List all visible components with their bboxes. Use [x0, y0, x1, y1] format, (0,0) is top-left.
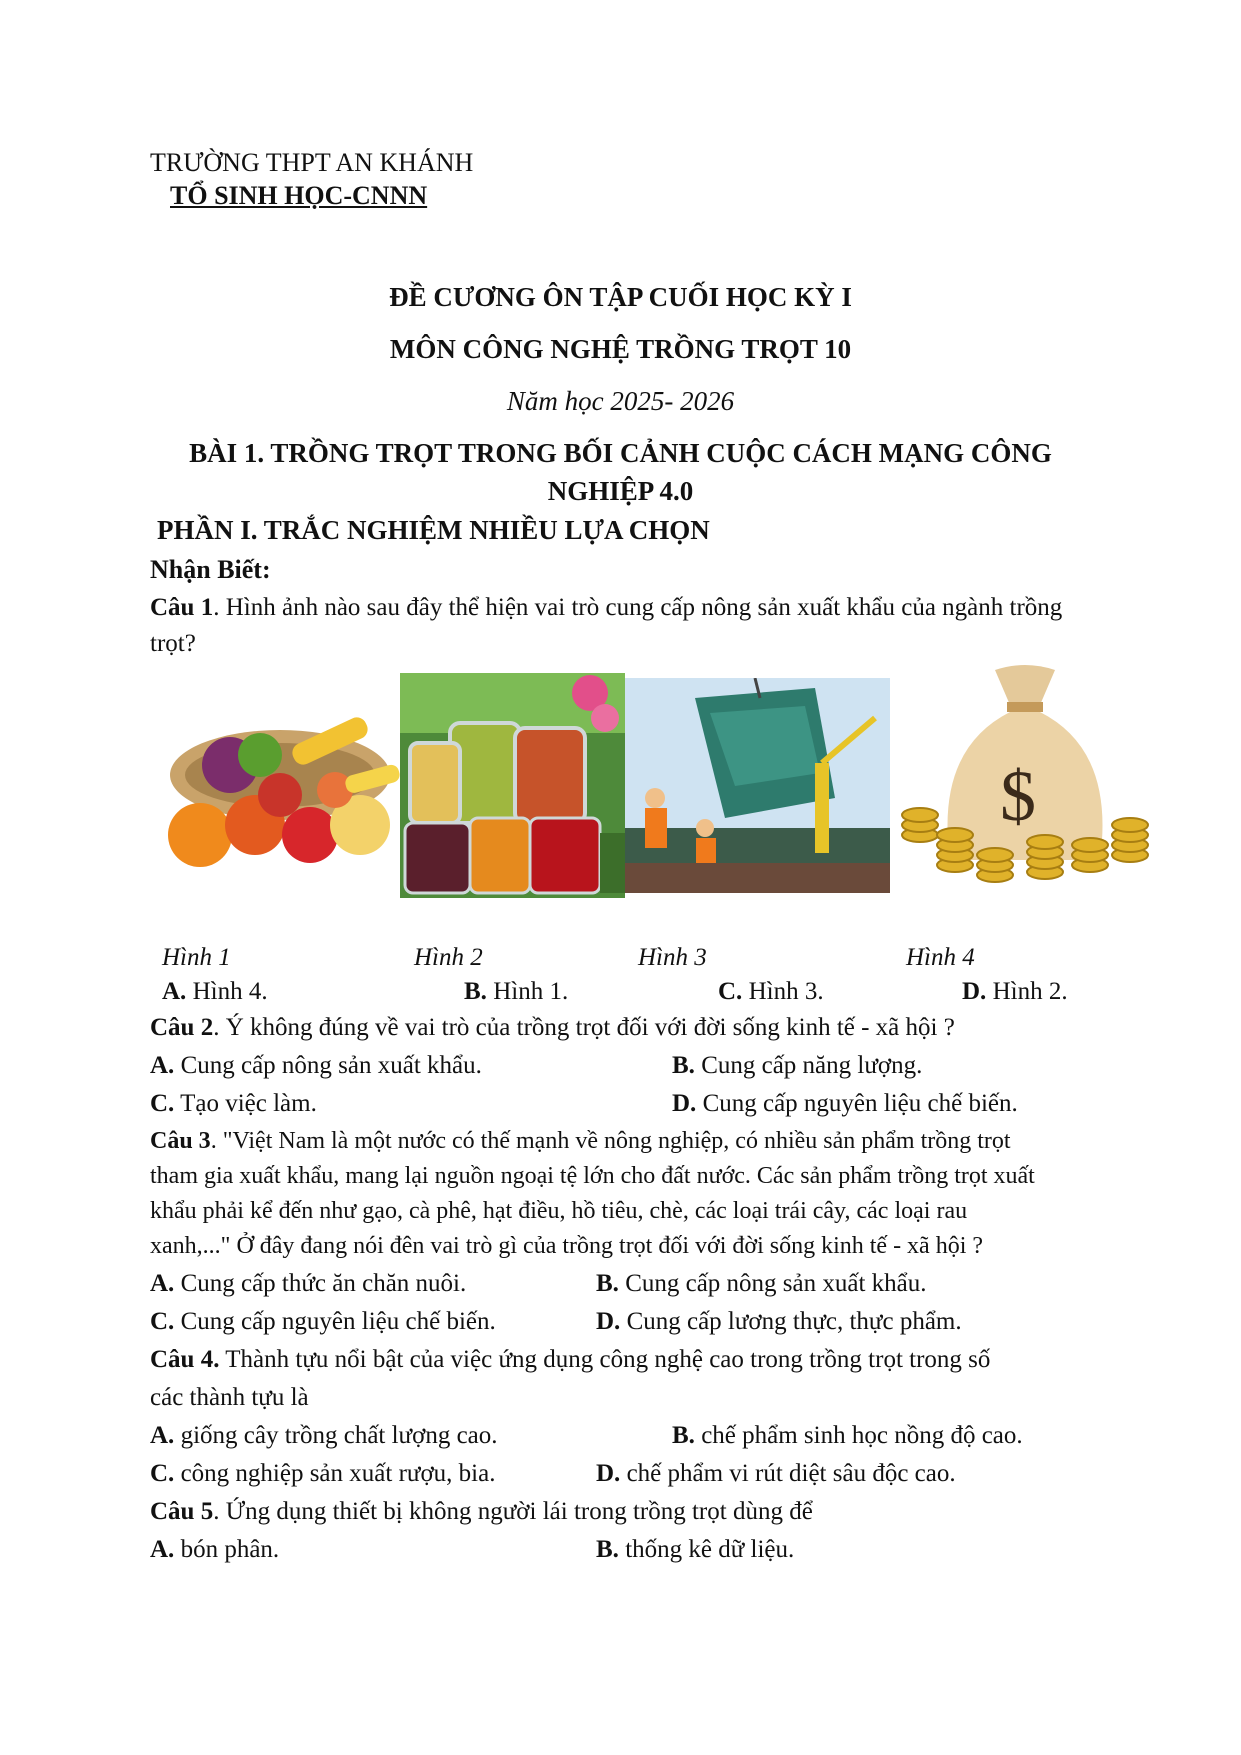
question-3-cont: khẩu phải kể đến như gạo, cà phê, hạt điều, hồ tiêu, chè, các loại trái cây, các loại rau [150, 1198, 968, 1224]
question-text: . Ý không đúng về vai trò của trồng trọt đối với đời sống kinh tế - xã hội ? [213, 1014, 955, 1041]
question-label: Câu 1 [150, 594, 214, 621]
answer-option[interactable] [150, 1460, 495, 1488]
option-text: Cung cấp nông sản xuất khẩu. [618, 1270, 927, 1297]
answer-option[interactable] [718, 978, 824, 1006]
option-text: Hình 3. [742, 978, 824, 1005]
option-text: Hình 1. [486, 978, 569, 1005]
answer-option[interactable] [162, 978, 268, 1006]
answer-option[interactable] [596, 1536, 794, 1564]
question-1-cont: trọt? [150, 630, 196, 657]
question-2 [150, 1014, 955, 1042]
option-key: D. [672, 1090, 697, 1117]
question-text: . Ứng dụng thiết bị không người lái trong trồng trọt dùng để [213, 1498, 813, 1525]
question-3 [150, 1128, 1011, 1155]
option-text: giống cây trồng chất lượng cao. [174, 1422, 498, 1449]
answer-option[interactable] [672, 1052, 922, 1080]
question-text: Thành tựu nổi bật của việc ứng dụng công nghệ cao trong trồng trọt trong số [219, 1346, 991, 1373]
option-text: công nghiệp sản xuất rượu, bia. [174, 1460, 496, 1487]
option-text: Cung cấp nguyên liệu chế biến. [696, 1090, 1018, 1117]
answer-option[interactable] [464, 978, 568, 1006]
answer-option[interactable] [596, 1270, 927, 1298]
pickled-jars-icon [400, 673, 625, 898]
option-key: C. [718, 978, 743, 1005]
question-text: . Hình ảnh nào sau đây thể hiện vai trò cung cấp nông sản xuất khẩu của ngành trồng [213, 594, 1063, 621]
answer-option[interactable] [150, 1422, 498, 1450]
figure-4-label: Hình 4 [906, 944, 975, 971]
doc-subject: MÔN CÔNG NGHỆ TRỒNG TRỌT 10 [389, 334, 852, 364]
option-key: C. [150, 1090, 175, 1117]
answer-option[interactable] [672, 1422, 1023, 1450]
option-key: B. [596, 1270, 619, 1297]
question-4 [150, 1346, 990, 1374]
option-key: D. [596, 1308, 621, 1335]
answer-option[interactable] [672, 1090, 1018, 1118]
option-key: A. [162, 978, 187, 1005]
option-text: chế phẩm sinh học nồng độ cao. [694, 1422, 1023, 1449]
option-text: bón phân. [174, 1536, 280, 1563]
export-rice-bags-icon [625, 678, 890, 893]
question-3-cont: xanh,..." Ở đây đang nói đên vai trò gì của trồng trọt đối với đời sống kinh tế - xã hội ? [150, 1233, 984, 1259]
option-key: C. [150, 1308, 175, 1335]
doc-title: ĐỀ CƯƠNG ÔN TẬP CUỐI HỌC KỲ I [389, 282, 852, 312]
figure-3-image [625, 678, 890, 893]
question-text: . "Việt Nam là một nước có thế mạnh về nông nghiệp, có nhiều sản phẩm trồng trọt [210, 1128, 1011, 1154]
question-label: Câu 4. [150, 1346, 220, 1373]
vegetables-basket-icon [160, 695, 400, 905]
answer-option[interactable] [150, 1052, 482, 1080]
option-text: Cung cấp nông sản xuất khẩu. [174, 1052, 482, 1079]
lesson-title-line1: BÀI 1. TRỒNG TRỌT TRONG BỐI CẢNH CUỘC CÁCH MẠNG CÔNG [189, 438, 1052, 468]
question-1 [150, 594, 1062, 622]
question-3-cont: tham gia xuất khẩu, mang lại nguồn ngoại tệ lớn cho đất nước. Các sản phẩm trồng trọt xuất [150, 1163, 1035, 1189]
department-name: TỔ SINH HỌC-CNNN [170, 181, 428, 210]
question-label: Câu 2 [150, 1014, 214, 1041]
lesson-title-line2: NGHIỆP 4.0 [547, 476, 694, 506]
money-bag-coins-icon [895, 660, 1160, 905]
figure-2-image [400, 673, 625, 898]
option-text: Cung cấp thức ăn chăn nuôi. [174, 1270, 467, 1297]
answer-option[interactable] [150, 1090, 317, 1118]
figure-3-label: Hình 3 [638, 944, 707, 971]
figure-1-label: Hình 1 [162, 944, 231, 971]
option-text: Hình 2. [986, 978, 1068, 1005]
level-heading: Nhận Biết: [150, 555, 271, 584]
answer-option[interactable] [150, 1270, 466, 1298]
question-label: Câu 3 [150, 1128, 211, 1154]
option-text: thống kê dữ liệu. [618, 1536, 795, 1563]
school-year: Năm học 2025- 2026 [506, 386, 735, 416]
answer-option[interactable] [150, 1536, 279, 1564]
option-key: B. [464, 978, 487, 1005]
option-text: Cung cấp lương thực, thực phẩm. [620, 1308, 962, 1335]
option-text: Cung cấp năng lượng. [694, 1052, 923, 1079]
option-key: A. [150, 1422, 175, 1449]
option-text: chế phẩm vi rút diệt sâu độc cao. [620, 1460, 956, 1487]
question-4-cont: các thành tựu là [150, 1384, 309, 1411]
option-key: B. [672, 1052, 695, 1079]
option-key: B. [672, 1422, 695, 1449]
option-key: D. [596, 1460, 621, 1487]
answer-option[interactable] [962, 978, 1068, 1006]
figure-1-image [160, 695, 400, 905]
question-label: Câu 5 [150, 1498, 214, 1525]
school-name: TRƯỜNG THPT AN KHÁNH [150, 148, 474, 177]
figure-4-image [895, 660, 1160, 905]
option-text: Cung cấp nguyên liệu chế biến. [174, 1308, 496, 1335]
option-key: C. [150, 1460, 175, 1487]
option-key: A. [150, 1052, 175, 1079]
answer-option[interactable] [150, 1308, 496, 1336]
option-text: Tạo việc làm. [174, 1090, 317, 1117]
option-key: A. [150, 1270, 175, 1297]
dollar-sign: $ [1000, 756, 1036, 836]
answer-option[interactable] [596, 1460, 956, 1488]
question-5 [150, 1498, 813, 1526]
figure-2-label: Hình 2 [414, 944, 483, 971]
option-key: D. [962, 978, 987, 1005]
answer-option[interactable] [596, 1308, 962, 1336]
option-key: A. [150, 1536, 175, 1563]
option-text: Hình 4. [186, 978, 268, 1005]
option-key: B. [596, 1536, 619, 1563]
part-heading: PHẦN I. TRẮC NGHIỆM NHIỀU LỰA CHỌN [157, 515, 710, 545]
